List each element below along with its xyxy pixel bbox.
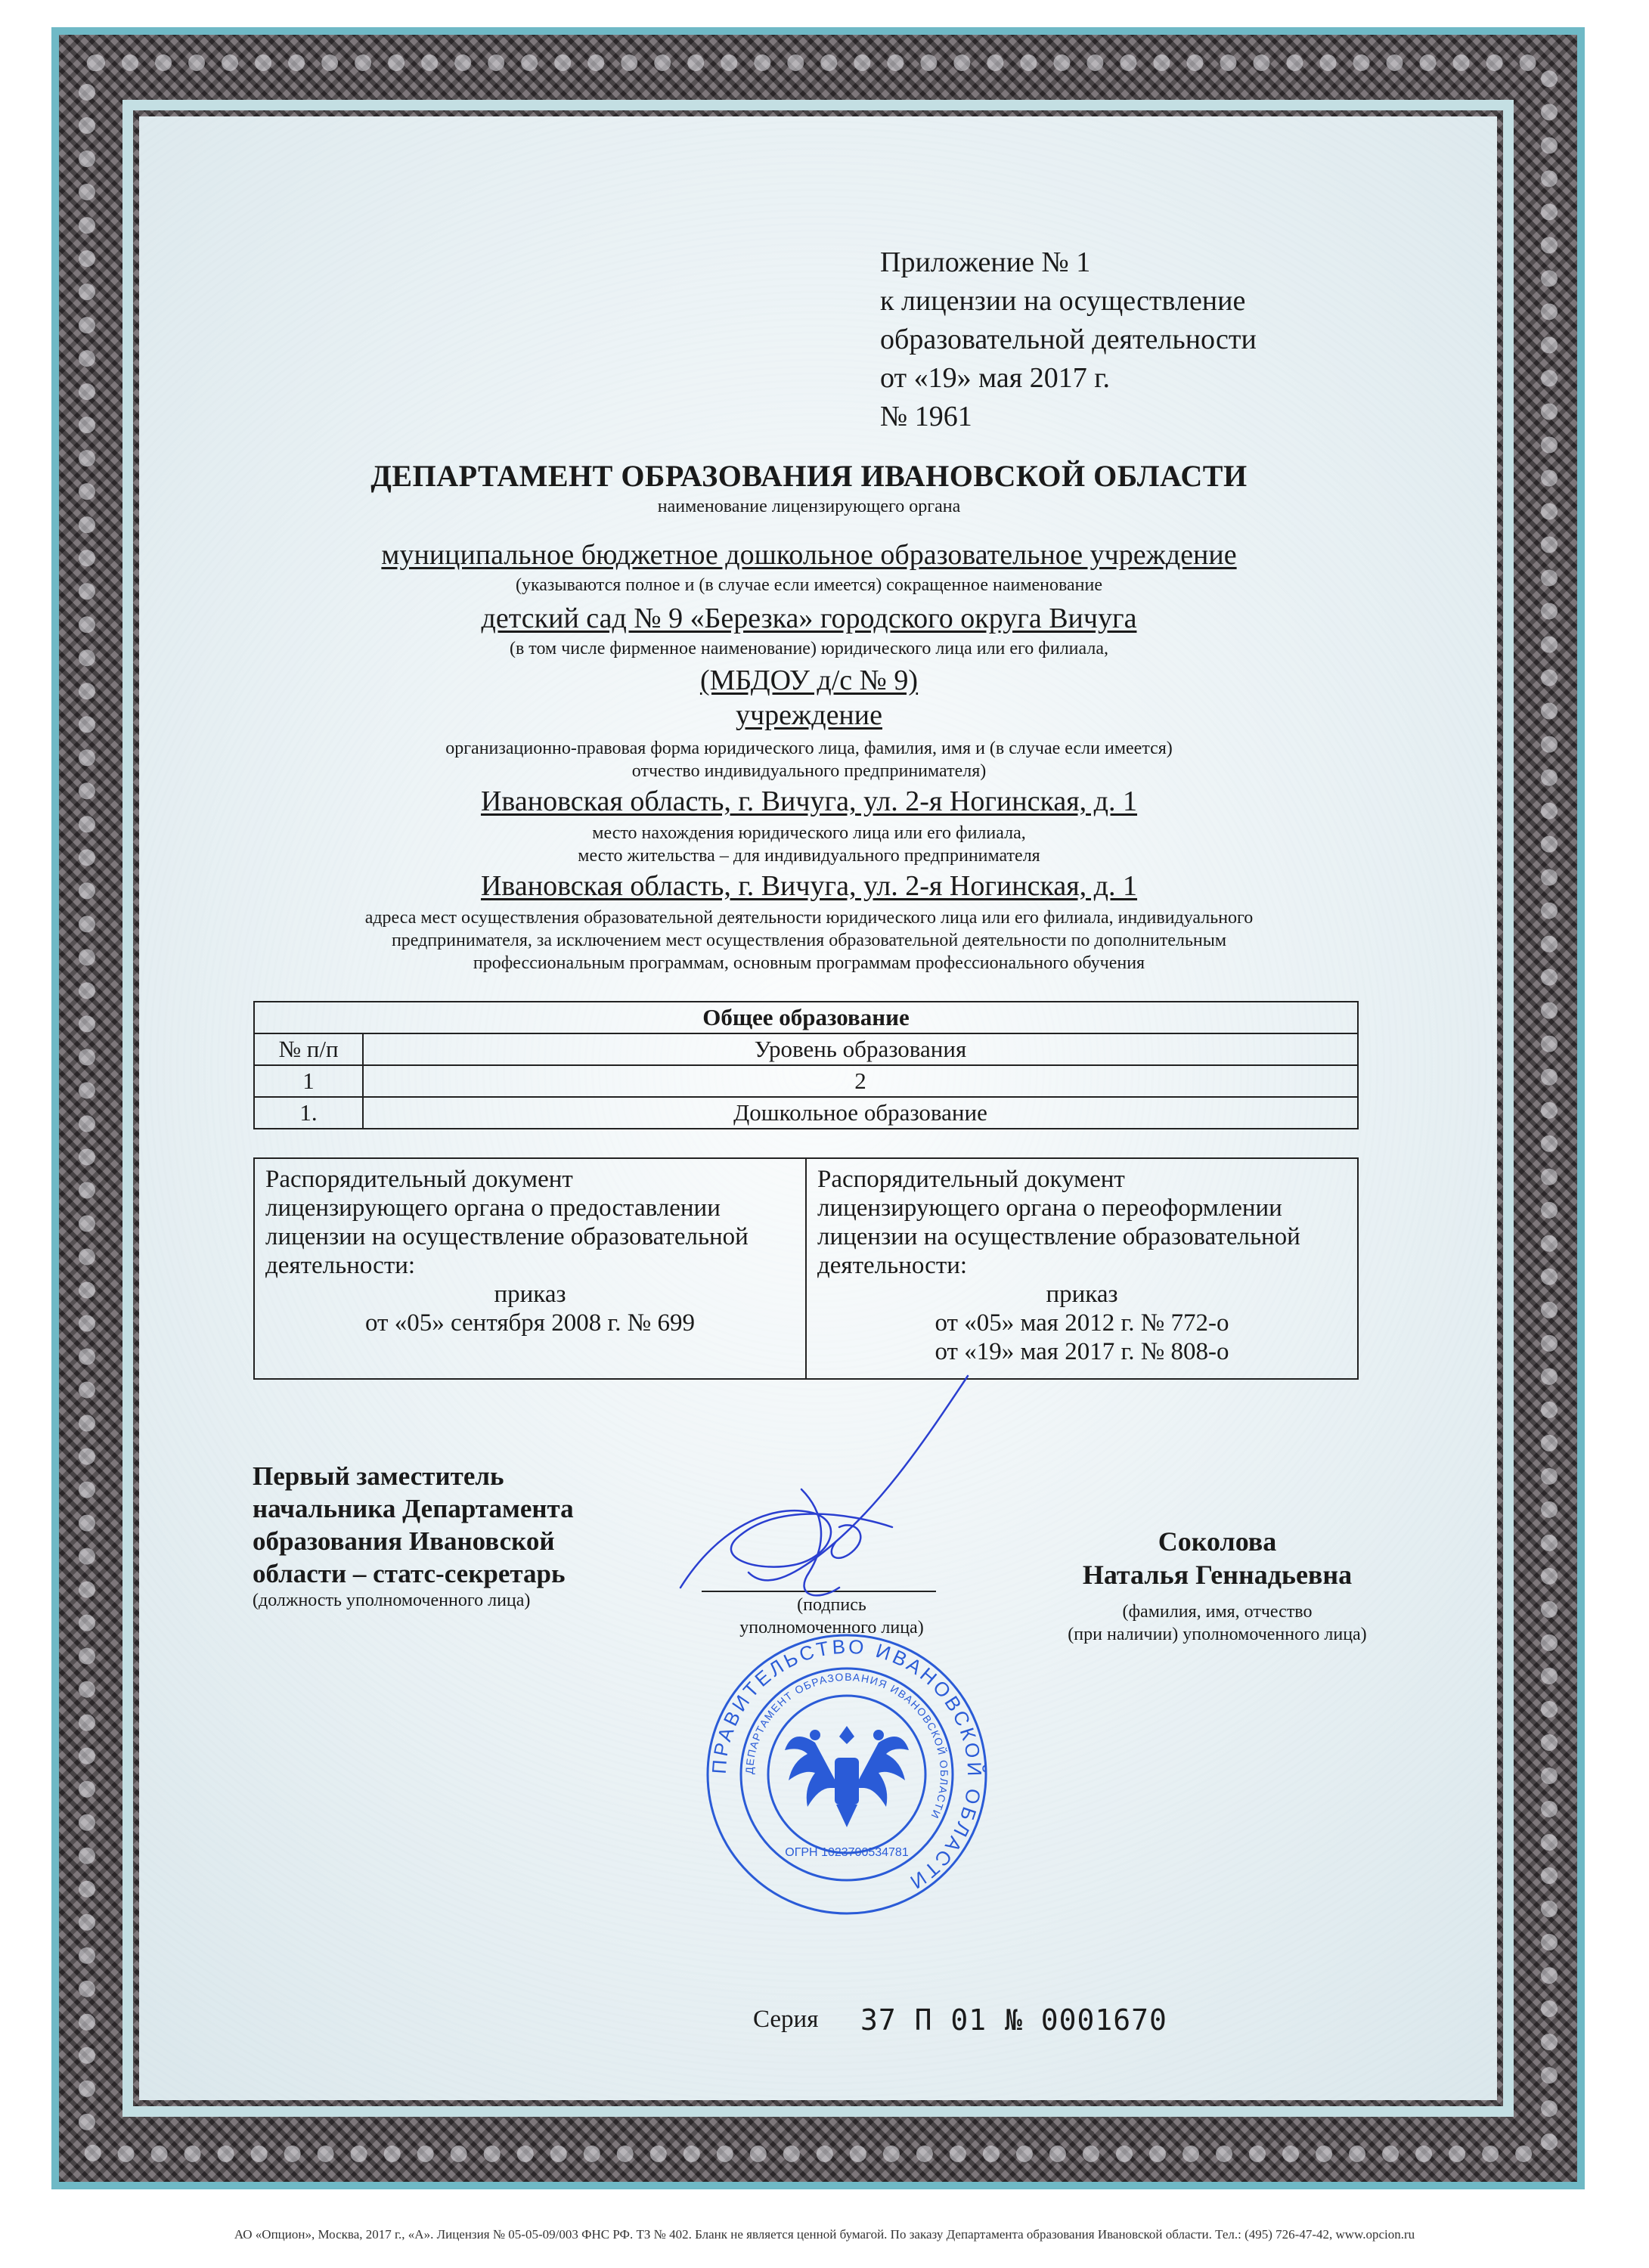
reissue-order-2: от «19» мая 2017 г. № 808-о — [935, 1338, 1229, 1365]
signatory-title-3: образования Ивановской — [253, 1526, 555, 1556]
appendix-line-1: Приложение № 1 — [880, 246, 1091, 278]
eagle-emblem-icon — [785, 1726, 909, 1827]
signature-caption-1: (подпись — [797, 1595, 866, 1615]
signatory-name — [990, 1525, 1444, 1591]
appendix-line-2: к лицензии на осуществление — [880, 285, 1246, 317]
column-header-number: № п/п — [254, 1033, 363, 1065]
seal-outer-text: ПРАВИТЕЛЬСТВО ИВАНОВСКОЙ ОБЛАСТИ — [707, 1634, 987, 1895]
signature-scribble — [650, 1361, 998, 1663]
signatory-title-2: начальника Департамента — [253, 1494, 574, 1523]
reissue-order-cell — [806, 1158, 1358, 1379]
education-table — [253, 1001, 1359, 1129]
licensee-location: Ивановская область, г. Вичуга, ул. 2-я Ногинская, д. 1 — [480, 785, 1138, 817]
series-number: 37 П 01 № 0001670 — [860, 2003, 1167, 2037]
grant-doc-line-1: Распорядительный документ — [265, 1166, 573, 1193]
grant-doc-line-2: лицензирующего органа о предоставлении — [265, 1194, 721, 1222]
table-row — [254, 1097, 1358, 1129]
reissue-doc-line-3: лицензии на осуществление образовательной — [817, 1223, 1300, 1250]
licensee-full-name-2: детский сад № 9 «Березка» городского округа Вичуга — [481, 603, 1137, 634]
authority-name: ДЕПАРТАМЕНТ ОБРАЗОВАНИЯ ИВАНОВСКОЙ ОБЛАСТИ — [370, 459, 1248, 493]
signatory-position — [253, 1460, 574, 1590]
reissue-doc-line-1: Распорядительный документ — [817, 1166, 1125, 1193]
signature-caption-2: уполномоченного лица) — [739, 1618, 924, 1637]
licensee-full-name-1: муниципальное бюджетное дошкольное образовательное учреждение — [381, 539, 1237, 571]
reissue-doc-line-2: лицензирующего органа о переоформлении — [817, 1194, 1282, 1222]
licensee-legal-form: учреждение — [736, 699, 882, 731]
official-seal — [702, 1629, 992, 1919]
signatory-given-names: Наталья Геннадьевна — [1082, 1560, 1353, 1590]
licensee-caption-1: (указываются полное и (в случае если имеется) сокращенное наименование — [515, 575, 1103, 595]
grant-doc-line-4: деятельности: — [265, 1252, 416, 1279]
grant-order-1: от «05» сентября 2008 г. № 699 — [364, 1309, 696, 1337]
licensee-caption-7: адреса мест осуществления образовательной деятельности юридического лица или его филиала, индивидуального — [364, 908, 1254, 928]
reissue-order-type: приказ — [1046, 1281, 1118, 1308]
signatory-title-1: Первый заместитель — [253, 1461, 504, 1491]
licensee-caption-3: организационно-правовая форма юридического лица, фамилия, имя и (в случае если имеется) — [445, 739, 1173, 758]
authority-caption: наименование лицензирующего органа — [657, 497, 961, 516]
name-caption-1: (фамилия, имя, отчество — [1122, 1602, 1313, 1622]
column-header-level: Уровень образования — [363, 1033, 1358, 1065]
appendix-line-4: от «19» мая 2017 г. — [880, 362, 1111, 394]
grant-order-cell — [254, 1158, 806, 1379]
column-number-2: 2 — [363, 1065, 1358, 1097]
licensee-caption-5: место нахождения юридического лица или его филиала, — [592, 823, 1026, 843]
licensee-caption-8: предпринимателя, за исключением мест осуществления образовательной деятельности по дополнительным — [391, 931, 1227, 950]
appendix-heading — [880, 243, 1257, 436]
licensee-caption-4: отчество индивидуального предпринимателя) — [631, 761, 987, 781]
position-caption: (должность уполномоченного лица) — [253, 1591, 531, 1610]
appendix-line-5: № 1961 — [880, 401, 972, 432]
column-number-1: 1 — [254, 1065, 363, 1097]
row-number: 1. — [254, 1097, 363, 1129]
grant-order-type: приказ — [494, 1281, 566, 1308]
reissue-order-1: от «05» мая 2012 г. № 772-о — [935, 1309, 1229, 1337]
seal-ogrn: ОГРН 1023700534781 — [785, 1846, 909, 1859]
signatory-surname: Соколова — [1158, 1526, 1277, 1557]
education-table-title: Общее образование — [254, 1002, 1358, 1033]
series-label: Серия — [753, 2006, 819, 2033]
licensee-short-name: (МБДОУ д/с № 9) — [699, 665, 919, 696]
printer-imprint: АО «Опцион», Москва, 2017 г., «А». Лицензия № 05-05-09/003 ФНС РФ. ТЗ № 402. Бланк не является ценной бумагой. По заказу Департамента образования Ивановской области. Тел.: (495) 726-47-42, www.opcion.ru — [234, 2227, 1415, 2242]
name-caption — [975, 1600, 1459, 1646]
licensee-caption-6: место жительства – для индивидуального предпринимателя — [578, 846, 1040, 866]
reissue-doc-line-4: деятельности: — [817, 1252, 968, 1279]
grant-doc-line-3: лицензии на осуществление образовательной — [265, 1223, 749, 1250]
name-caption-2: (при наличии) уполномоченного лица) — [1068, 1625, 1367, 1644]
appendix-line-3: образовательной деятельности — [880, 324, 1257, 355]
orders-table — [253, 1157, 1359, 1380]
row-education-level: Дошкольное образование — [363, 1097, 1358, 1129]
signatory-title-4: области – статс-секретарь — [253, 1559, 566, 1588]
licensee-activity-address: Ивановская область, г. Вичуга, ул. 2-я Ногинская, д. 1 — [480, 870, 1138, 902]
licensee-caption-2: (в том числе фирменное наименование) юридического лица или его филиала, — [509, 639, 1109, 658]
licensee-caption-9: профессиональным программам, основным программам профессионального обучения — [473, 953, 1145, 973]
seal-inner-text: ДЕПАРТАМЕНТ ОБРАЗОВАНИЯ ИВАНОВСКОЙ ОБЛАСТИ — [742, 1670, 951, 1821]
